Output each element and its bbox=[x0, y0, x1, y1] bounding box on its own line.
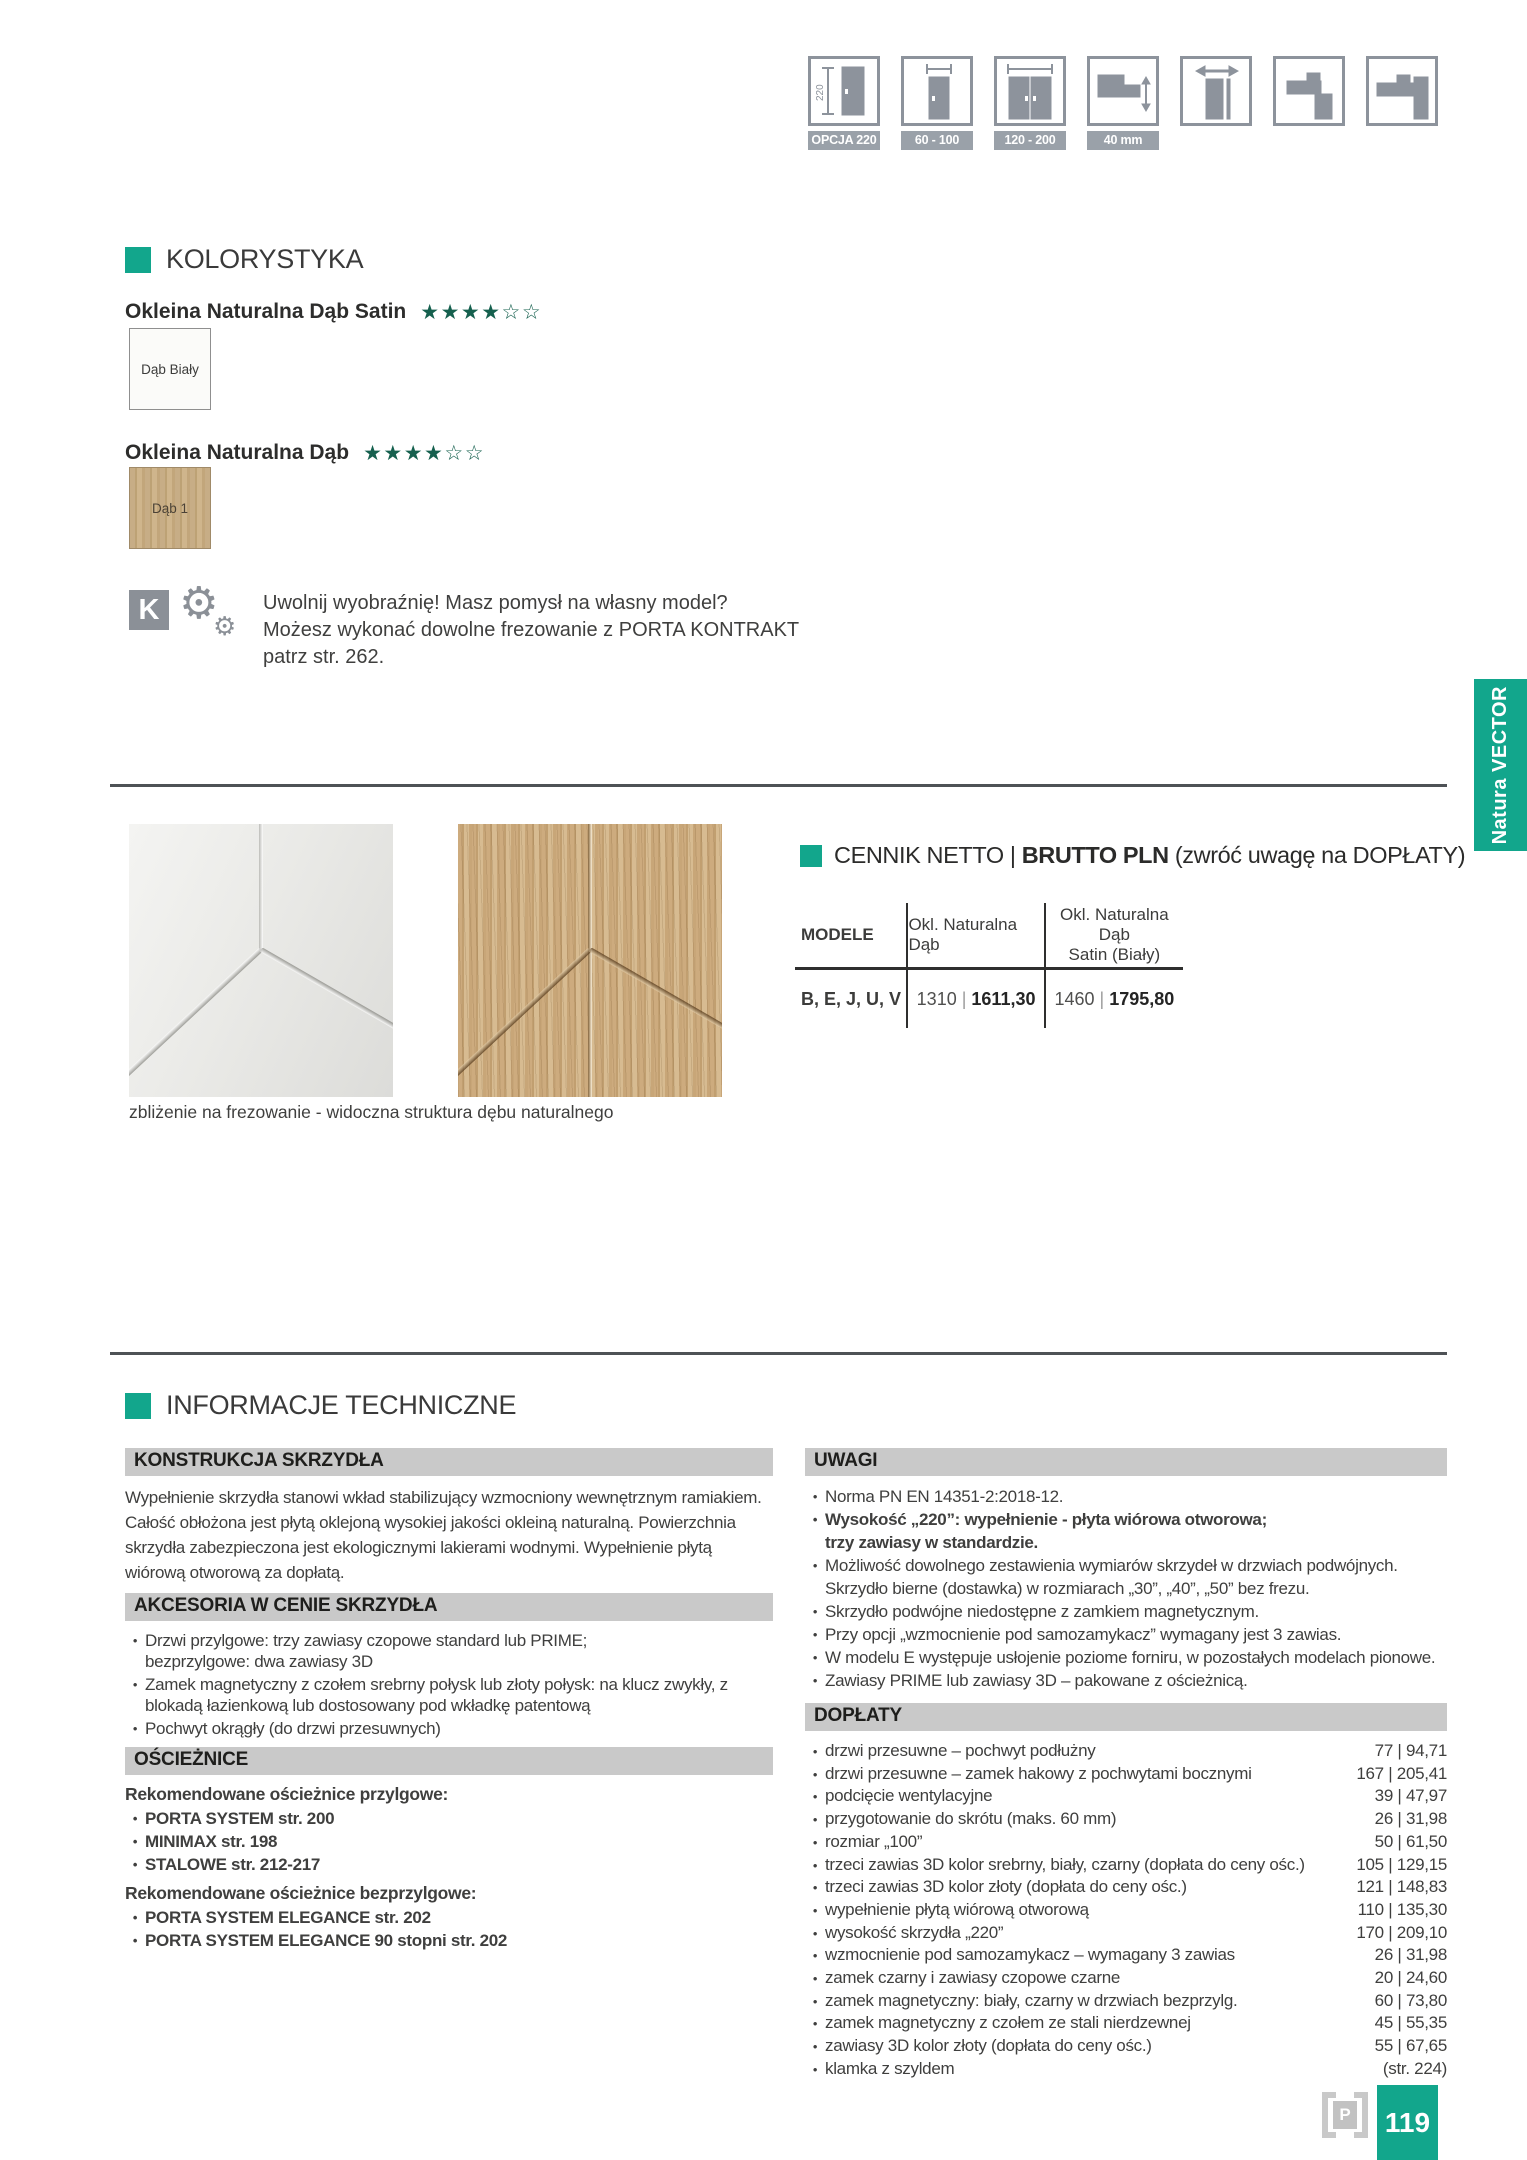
list-item: • Pochwyt okrągły (do drzwi przesuwnych) bbox=[125, 1718, 773, 1739]
surcharge-row: • klamka z szyldem (str. 224) bbox=[805, 2058, 1447, 2081]
price-table-data-row bbox=[795, 970, 1183, 1028]
bullet-icon: • bbox=[132, 1933, 138, 1948]
leaf-thickness-40mm-icon bbox=[1087, 56, 1159, 126]
surcharge-row: • wzmocnienie pod samozamykacz – wymagany 3 zawias 26 | 31,98 bbox=[805, 1944, 1447, 1967]
surcharge-row: • trzeci zawias 3D kolor srebrny, biały, czarny (dopłata do ceny ośc.) 105 | 129,15 bbox=[805, 1854, 1447, 1877]
price-table-header-row bbox=[795, 903, 1183, 970]
bullet-icon: • bbox=[812, 1512, 818, 1527]
non-rebated-frame-profile-icon bbox=[1366, 56, 1438, 126]
milling-closeup-photo-oak bbox=[458, 824, 722, 1097]
teal-square-bullet-icon bbox=[125, 247, 151, 273]
icon-cell-non-rebated bbox=[1366, 56, 1438, 150]
list-item: • STALOWE str. 212-217 bbox=[125, 1854, 773, 1875]
akcesoria-list bbox=[125, 1630, 773, 1739]
list-item: • Wysokość „220”: wypełnienie - płyta wiórowa otworowa; trzy zawiasy w standardzie. bbox=[805, 1508, 1447, 1554]
doplaty-list bbox=[805, 1740, 1447, 2081]
page-number: 119 bbox=[1384, 2106, 1431, 2138]
bullet-icon: • bbox=[132, 1857, 138, 1872]
oscieznice-list-bezprzylgowe bbox=[125, 1907, 773, 1951]
header-okl-naturalna-dab: Okl. Naturalna Dąb bbox=[908, 903, 1045, 967]
bullet-icon: • bbox=[812, 1812, 818, 1828]
collection-tab-natura-vector bbox=[1474, 679, 1527, 851]
bullet-icon: • bbox=[812, 1627, 818, 1642]
header-modele: MODELE bbox=[795, 903, 908, 967]
bullet-icon: • bbox=[132, 1677, 138, 1692]
oscieznice-subheading-bezprzylgowe: Rekomendowane ościeżnice bezprzylgowe: bbox=[125, 1883, 477, 1903]
photo-caption: zbliżenie na frezowanie - widoczna struktura dębu naturalnego bbox=[129, 1102, 614, 1122]
bullet-icon: • bbox=[132, 1811, 138, 1826]
door-spec-icon-strip bbox=[808, 56, 1438, 150]
bullet-icon: • bbox=[812, 2061, 818, 2077]
icon-label: 40 mm bbox=[1087, 131, 1159, 150]
cell-price-natural-oak: 1310 | 1611,30 bbox=[908, 970, 1045, 1028]
page-number-badge bbox=[1377, 2085, 1438, 2160]
bullet-icon: • bbox=[132, 1910, 138, 1925]
list-item: • Norma PN EN 14351-2:2018-12. bbox=[805, 1485, 1447, 1508]
porta-kontrakt-note bbox=[129, 578, 800, 671]
swatch-label: Dąb 1 bbox=[151, 500, 189, 516]
uwagi-list bbox=[805, 1485, 1447, 1692]
list-item: • PORTA SYSTEM ELEGANCE 90 stopni str. 202 bbox=[125, 1930, 773, 1951]
color-swatch-dab-1 bbox=[129, 467, 211, 549]
rebated-frame-profile-icon bbox=[1273, 56, 1345, 126]
surcharge-row: • trzeci zawias 3D kolor złoty (dopłata do ceny ośc.) 121 | 148,83 bbox=[805, 1876, 1447, 1899]
bullet-icon: • bbox=[812, 1744, 818, 1759]
price-table bbox=[795, 903, 1183, 1028]
bullet-icon: • bbox=[812, 1604, 818, 1619]
teal-square-bullet-icon bbox=[125, 1393, 151, 1419]
technical-info-left-column bbox=[125, 1448, 773, 1959]
horizontal-divider bbox=[110, 784, 1447, 787]
oscieznice-heading: OŚCIEŻNICE bbox=[125, 1747, 773, 1775]
rating-stars-icon: ★★★★☆☆ bbox=[363, 441, 486, 465]
door-height-220-icon bbox=[808, 56, 880, 126]
collection-tab-label: Natura VECTOR bbox=[1489, 685, 1511, 845]
diagonal-groove-left bbox=[129, 948, 263, 1097]
surcharge-row: • wysokość skrzydła „220” 170 | 209,10 bbox=[805, 1922, 1447, 1945]
list-item: • PORTA SYSTEM ELEGANCE str. 202 bbox=[125, 1907, 773, 1928]
doplaty-heading: DOPŁATY bbox=[805, 1703, 1447, 1731]
price-list-heading-text: CENNIK NETTO | BRUTTO PLN (zwróć uwagę na DOPŁATY) bbox=[834, 842, 1466, 868]
oscieznice-subheading-przylgowe: Rekomendowane ościeżnice przylgowe: bbox=[125, 1784, 449, 1804]
bullet-icon: • bbox=[812, 1766, 818, 1782]
sliding-door-icon bbox=[1180, 56, 1252, 126]
bullet-icon: • bbox=[812, 1673, 818, 1688]
oscieznice-list-przylgowe bbox=[125, 1808, 773, 1875]
rating-stars-icon: ★★★★☆☆ bbox=[420, 300, 543, 324]
icon-cell-double-width bbox=[994, 56, 1066, 150]
surcharge-row: • drzwi przesuwne – pochwyt podłużny 77 | 94,71 bbox=[805, 1740, 1447, 1763]
section-title-text: KOLORYSTYKA bbox=[166, 244, 364, 274]
surcharge-row: • zamek magnetyczny: biały, czarny w drzwiach bezprzylg. 60 | 73,80 bbox=[805, 1990, 1447, 2013]
bullet-icon: • bbox=[812, 1902, 818, 1918]
header-okl-naturalna-dab-satin: Okl. Naturalna Dąb Satin (Biały) bbox=[1060, 905, 1169, 964]
horizontal-divider bbox=[110, 1352, 1447, 1355]
svg-text:220: 220 bbox=[815, 84, 826, 101]
icon-label: 120 - 200 bbox=[994, 131, 1066, 150]
list-item: • W modelu E występuje usłojenie poziome forniru, w pozostałych modelach pionowe. bbox=[805, 1646, 1447, 1669]
list-item: • Zamek magnetyczny z czołem srebrny połysk lub złoty połysk: na klucz zwykły, z blokadą łazienkową lub dostosowany pod wkładkę patentową bbox=[125, 1674, 773, 1716]
icon-cell-rebated bbox=[1273, 56, 1345, 150]
bullet-icon: • bbox=[132, 1834, 138, 1849]
kontrakt-text: Uwolnij wyobraźnię! Masz pomysł na własny model? Możesz wykonać dowolne frezowanie z PORTA KONTRAKT patrz str. 262. bbox=[263, 592, 800, 668]
technical-info-right-column bbox=[805, 1448, 1447, 2081]
vertical-groove bbox=[588, 824, 592, 1097]
icon-cell-height-option-220 bbox=[808, 56, 880, 150]
konstrukcja-heading: KONSTRUKCJA SKRZYDŁA bbox=[125, 1448, 773, 1476]
diagonal-groove-right bbox=[260, 947, 393, 1050]
surcharge-row: • zawiasy 3D kolor złoty (dopłata do ceny ośc.) 55 | 67,65 bbox=[805, 2035, 1447, 2058]
kolorystyka-section-title bbox=[125, 244, 363, 275]
list-item: • Przy opcji „wzmocnienie pod samozamykacz” wymagany jest 3 zawias. bbox=[805, 1623, 1447, 1646]
color-swatch-dab-bialy bbox=[129, 328, 211, 410]
icon-label: OPCJA 220 bbox=[808, 131, 880, 150]
konstrukcja-body: Wypełnienie skrzydła stanowi wkład stabilizujący wzmocniony wewnętrznym ramiakiem. Całość obłożona jest płytą oklejoną wysokiej jakości okleiną naturalną. Powierzchnia skrzydła zabezpieczona jest ekologicznymi lakierami wodnymi. Wypełnienie płytą wiórową otworową za dopłatą. bbox=[125, 1488, 762, 1582]
veneer-name: Okleina Naturalna Dąb bbox=[125, 441, 350, 464]
bullet-icon: • bbox=[812, 1650, 818, 1665]
surcharge-row: • rozmiar „100” 50 | 61,50 bbox=[805, 1831, 1447, 1854]
surcharge-row: • zamek czarny i zawiasy czopowe czarne 20 | 24,60 bbox=[805, 1967, 1447, 1990]
veneer-satin-heading bbox=[125, 300, 542, 324]
price-list-heading bbox=[800, 842, 1465, 869]
section-title-text: INFORMACJE TECHNICZNE bbox=[166, 1390, 517, 1420]
bullet-icon: • bbox=[812, 1789, 818, 1805]
surcharge-row: • podcięcie wentylacyjne 39 | 47,97 bbox=[805, 1785, 1447, 1808]
icon-cell-sliding bbox=[1180, 56, 1252, 150]
bullet-icon: • bbox=[812, 1857, 818, 1873]
surcharge-row: • wypełnienie płytą wiórową otworową 110 | 135,30 bbox=[805, 1899, 1447, 1922]
surcharge-row: • zamek magnetyczny z czołem ze stali nierdzewnej 45 | 55,35 bbox=[805, 2012, 1447, 2035]
icon-label: 60 - 100 bbox=[901, 131, 973, 150]
bullet-icon: • bbox=[132, 1633, 138, 1648]
list-item: • Możliwość dowolnego zestawienia wymiarów skrzydeł w drzwiach podwójnych. Skrzydło bierne (dostawka) w rozmiarach „30”, „40”, „50” bez frezu. bbox=[805, 1554, 1447, 1600]
list-item: • PORTA SYSTEM str. 200 bbox=[125, 1808, 773, 1829]
bullet-icon: • bbox=[132, 1721, 138, 1736]
gears-icon: ⚙ ⚙ bbox=[179, 578, 237, 642]
diagonal-groove-right bbox=[589, 947, 722, 1050]
bullet-icon: • bbox=[812, 1489, 818, 1504]
cell-models: B, E, J, U, V bbox=[795, 970, 908, 1028]
list-item: • Skrzydło podwójne niedostępne z zamkiem magnetycznym. bbox=[805, 1600, 1447, 1623]
bullet-icon: • bbox=[812, 2039, 818, 2055]
bullet-icon: • bbox=[812, 1993, 818, 2009]
bullet-icon: • bbox=[812, 1880, 818, 1896]
cell-price-satin-oak: 1460 | 1795,80 bbox=[1054, 988, 1175, 1009]
veneer-name: Okleina Naturalna Dąb Satin bbox=[125, 300, 407, 323]
bullet-icon: • bbox=[812, 2016, 818, 2032]
bullet-icon: • bbox=[812, 1948, 818, 1964]
double-door-width-icon bbox=[994, 56, 1066, 126]
bullet-icon: • bbox=[812, 1925, 818, 1941]
bullet-icon: • bbox=[812, 1558, 818, 1573]
list-item: • Drzwi przylgowe: trzy zawiasy czopowe standard lub PRIME; bezprzylgowe: dwa zawiasy 3D bbox=[125, 1630, 773, 1672]
uwagi-heading: UWAGI bbox=[805, 1448, 1447, 1476]
kontrakt-logo-icon: K bbox=[129, 590, 169, 630]
vertical-groove bbox=[259, 824, 263, 950]
bullet-icon: • bbox=[812, 1834, 818, 1850]
technical-info-section-title bbox=[125, 1390, 516, 1421]
surcharge-row: • przygotowanie do skrótu (maks. 60 mm) 26 | 31,98 bbox=[805, 1808, 1447, 1831]
porta-brand-logo-icon: P bbox=[1322, 2092, 1368, 2138]
list-item: • Zawiasy PRIME lub zawiasy 3D – pakowane z ościeżnicą. bbox=[805, 1669, 1447, 1692]
akcesoria-heading: AKCESORIA W CENIE SKRZYDŁA bbox=[125, 1593, 773, 1621]
milling-closeup-photo-white bbox=[129, 824, 393, 1097]
list-item: • MINIMAX str. 198 bbox=[125, 1831, 773, 1852]
diagonal-groove-left bbox=[458, 948, 592, 1097]
teal-square-bullet-icon bbox=[800, 845, 822, 867]
bullet-icon: • bbox=[812, 1971, 818, 1987]
veneer-natural-heading bbox=[125, 441, 485, 465]
swatch-label: Dąb Biały bbox=[141, 361, 199, 377]
icon-cell-single-width bbox=[901, 56, 973, 150]
single-door-width-icon bbox=[901, 56, 973, 126]
surcharge-row: • drzwi przesuwne – zamek hakowy z pochwytami bocznymi 167 | 205,41 bbox=[805, 1763, 1447, 1786]
icon-cell-thickness bbox=[1087, 56, 1159, 150]
